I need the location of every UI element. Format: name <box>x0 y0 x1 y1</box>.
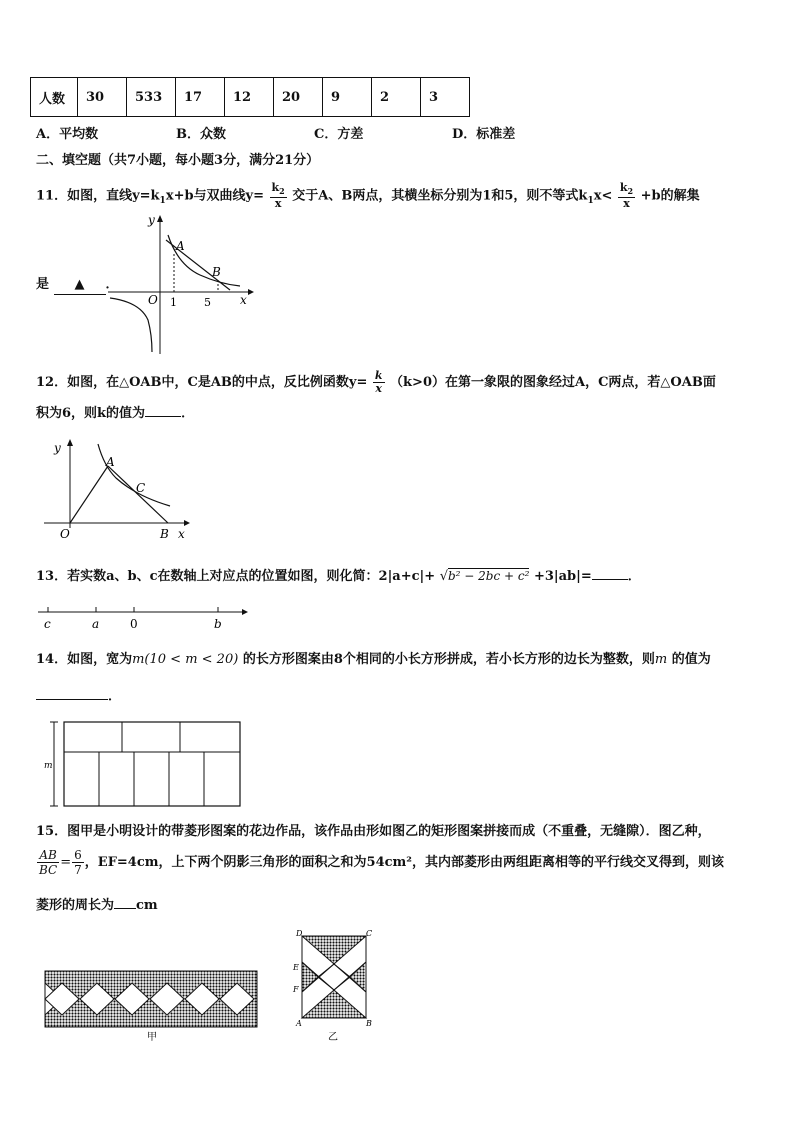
q12-frac-den: x <box>375 382 382 395</box>
q11-shi: 是 <box>36 277 50 292</box>
q11-fraction <box>270 182 287 210</box>
label-f: F <box>293 985 299 994</box>
option-c: C．方差 <box>314 127 364 142</box>
q11-fraction-2 <box>618 182 635 210</box>
q13-answer-blank <box>592 579 628 580</box>
q14-text <box>36 651 711 669</box>
q15-eq: = <box>60 855 72 870</box>
q14-m: m <box>654 652 668 667</box>
label-c: C <box>136 481 146 495</box>
q12-line2-text: 积为6，则k的值为 <box>36 406 146 421</box>
option-b: B．众数 <box>176 127 226 142</box>
q13-text <box>36 567 641 586</box>
q12-period: ． <box>181 406 195 421</box>
table-cell: 533 <box>127 78 176 117</box>
q15-answer-blank <box>114 908 136 909</box>
q15-line2 <box>36 848 724 877</box>
q15-line1: 15．图甲是小明设计的带菱形图案的花边作品，该作品由形如图乙的矩形图案拼接而成（不重叠，无缝隙）．图乙种， <box>36 824 711 839</box>
q15-figure-jia <box>44 970 260 1042</box>
axis-label-a: a <box>92 617 100 631</box>
q11-answer-blank <box>54 276 106 295</box>
figure-label-jia: 甲 <box>147 1032 157 1042</box>
segment-oa <box>70 466 108 523</box>
table-cell: 9 <box>323 78 372 117</box>
sqrt-expression: √b² − 2bc + c² <box>439 569 530 584</box>
label-1: 1 <box>170 296 177 309</box>
q14-prefix: 14．如图，宽为 <box>36 652 133 667</box>
table-cell: 17 <box>176 78 225 117</box>
q11-text <box>36 182 700 210</box>
q14-figure <box>40 716 250 810</box>
q15-fraction <box>37 848 59 877</box>
label-c: C <box>366 929 373 938</box>
table-row <box>31 78 470 117</box>
q14-line2 <box>36 688 121 706</box>
label-d: D <box>296 929 303 938</box>
hyperbola-curve <box>98 444 170 506</box>
table-cell: 30 <box>78 78 127 117</box>
axis-label-b: b <box>214 617 222 631</box>
axis-label-0: 0 <box>130 617 138 631</box>
option-d: D．标准差 <box>452 127 516 142</box>
m-label: m <box>44 761 53 771</box>
q15-frac-den: BC <box>39 863 58 877</box>
q13-number-line <box>36 602 256 632</box>
label-y: y <box>54 441 61 455</box>
q15-figure-yi <box>290 926 380 1044</box>
label-a: A <box>106 455 115 469</box>
label-5: 5 <box>204 296 211 309</box>
x-axis-arrow-icon <box>248 289 254 295</box>
label-y: y <box>148 213 155 227</box>
q13-period: ． <box>627 569 641 584</box>
q12-line2 <box>36 405 194 423</box>
section-heading: 二、填空题（共7小题，每小题3分，满分21分） <box>36 153 320 168</box>
label-x: x <box>178 527 185 541</box>
q14-m-expr: m(10 < m < 20) <box>132 652 239 667</box>
figure-label-yi: 乙 <box>328 1032 338 1043</box>
outer-rectangle <box>64 722 240 806</box>
axis-label-c: c <box>44 617 51 631</box>
q14-suffix2: 的值为 <box>671 652 711 667</box>
q15-frac2-den: 7 <box>74 863 82 877</box>
q12-frac-num: k <box>374 369 383 382</box>
q15-line3-prefix: 菱形的周长为 <box>36 898 115 913</box>
q11-mid3: x< <box>593 188 613 204</box>
q11-mid4: +b的解集 <box>640 188 700 204</box>
q12-graph <box>40 436 200 544</box>
q14-answer-blank <box>36 699 108 700</box>
label-a: A <box>176 239 185 253</box>
q11-mid2: 交于A、B两点，其横坐标分别为1和5，则不等式k <box>292 188 588 204</box>
q12-prefix: 12．如图，在△OAB中，C是AB的中点，反比例函数y= <box>36 375 368 390</box>
frequency-table <box>30 77 470 117</box>
q15-line3 <box>36 897 158 915</box>
q11-frac-num-sub: 2 <box>279 186 285 197</box>
q11-mid1: x+b与双曲线y= <box>165 188 264 204</box>
label-a: A <box>296 1019 302 1028</box>
label-b: B <box>366 1019 372 1028</box>
q11-frac-num: k <box>271 181 280 194</box>
q11-frac2-num: k <box>619 181 628 194</box>
label-o: O <box>60 527 70 541</box>
q15-unit: cm <box>136 898 158 913</box>
label-b: B <box>160 527 169 541</box>
q11-sub2: 1 <box>587 196 594 207</box>
table-cell: 20 <box>274 78 323 117</box>
q11-frac2-num-sub: 2 <box>627 186 634 197</box>
hyperbola-branch-2 <box>110 298 152 352</box>
q11-sub: 1 <box>159 196 166 207</box>
q14-period: ． <box>108 689 122 704</box>
triangle-icon: ▲ <box>74 277 85 292</box>
q15-frac-num: AB <box>37 848 59 863</box>
q15-frac2-num: 6 <box>74 848 82 862</box>
q15-fraction-2 <box>72 848 84 877</box>
sqrt-content: b² − 2bc + c² <box>447 569 530 583</box>
label-o: O <box>148 293 158 307</box>
label-e: E <box>293 963 299 972</box>
table-cell: 12 <box>225 78 274 117</box>
q12-answer-blank <box>145 416 181 417</box>
x-axis-arrow-icon <box>184 520 190 526</box>
q12-text <box>36 370 716 395</box>
q11-graph <box>100 210 260 358</box>
option-a: A．平均数 <box>36 127 99 142</box>
label-x: x <box>240 293 247 307</box>
q11-frac-den: x <box>274 197 282 211</box>
y-axis-arrow-icon <box>67 439 73 446</box>
table-header-cell: 人数 <box>31 78 78 117</box>
q12-suffix: （k>0）在第一象限的图象经过A，C两点，若△OAB面 <box>390 375 716 390</box>
q11-period: ． <box>105 277 119 292</box>
q13-prefix: 13．若实数a、b、c在数轴上对应点的位置如图，则化简：2|a+c|+ <box>36 569 436 584</box>
table-cell: 3 <box>421 78 470 117</box>
q11-prefix: 11．如图，直线y=k <box>36 188 160 204</box>
q11-frac2-den: x <box>623 197 630 211</box>
q15-line2-text: ，EF=4cm，上下两个阴影三角形的面积之和为54cm²，其内部菱形由两组距离相等的平行线交叉得到，则该 <box>84 855 724 870</box>
q12-fraction <box>373 370 385 395</box>
q14-suffix: 的长方形图案由8个相同的小长方形拼成，若小长方形的边长为整数，则 <box>242 652 655 667</box>
label-b: B <box>212 265 221 279</box>
q13-suffix: +3|ab|= <box>533 569 592 584</box>
y-axis-arrow-icon <box>157 215 163 222</box>
table-cell: 2 <box>372 78 421 117</box>
number-line-arrow-icon <box>242 609 248 615</box>
